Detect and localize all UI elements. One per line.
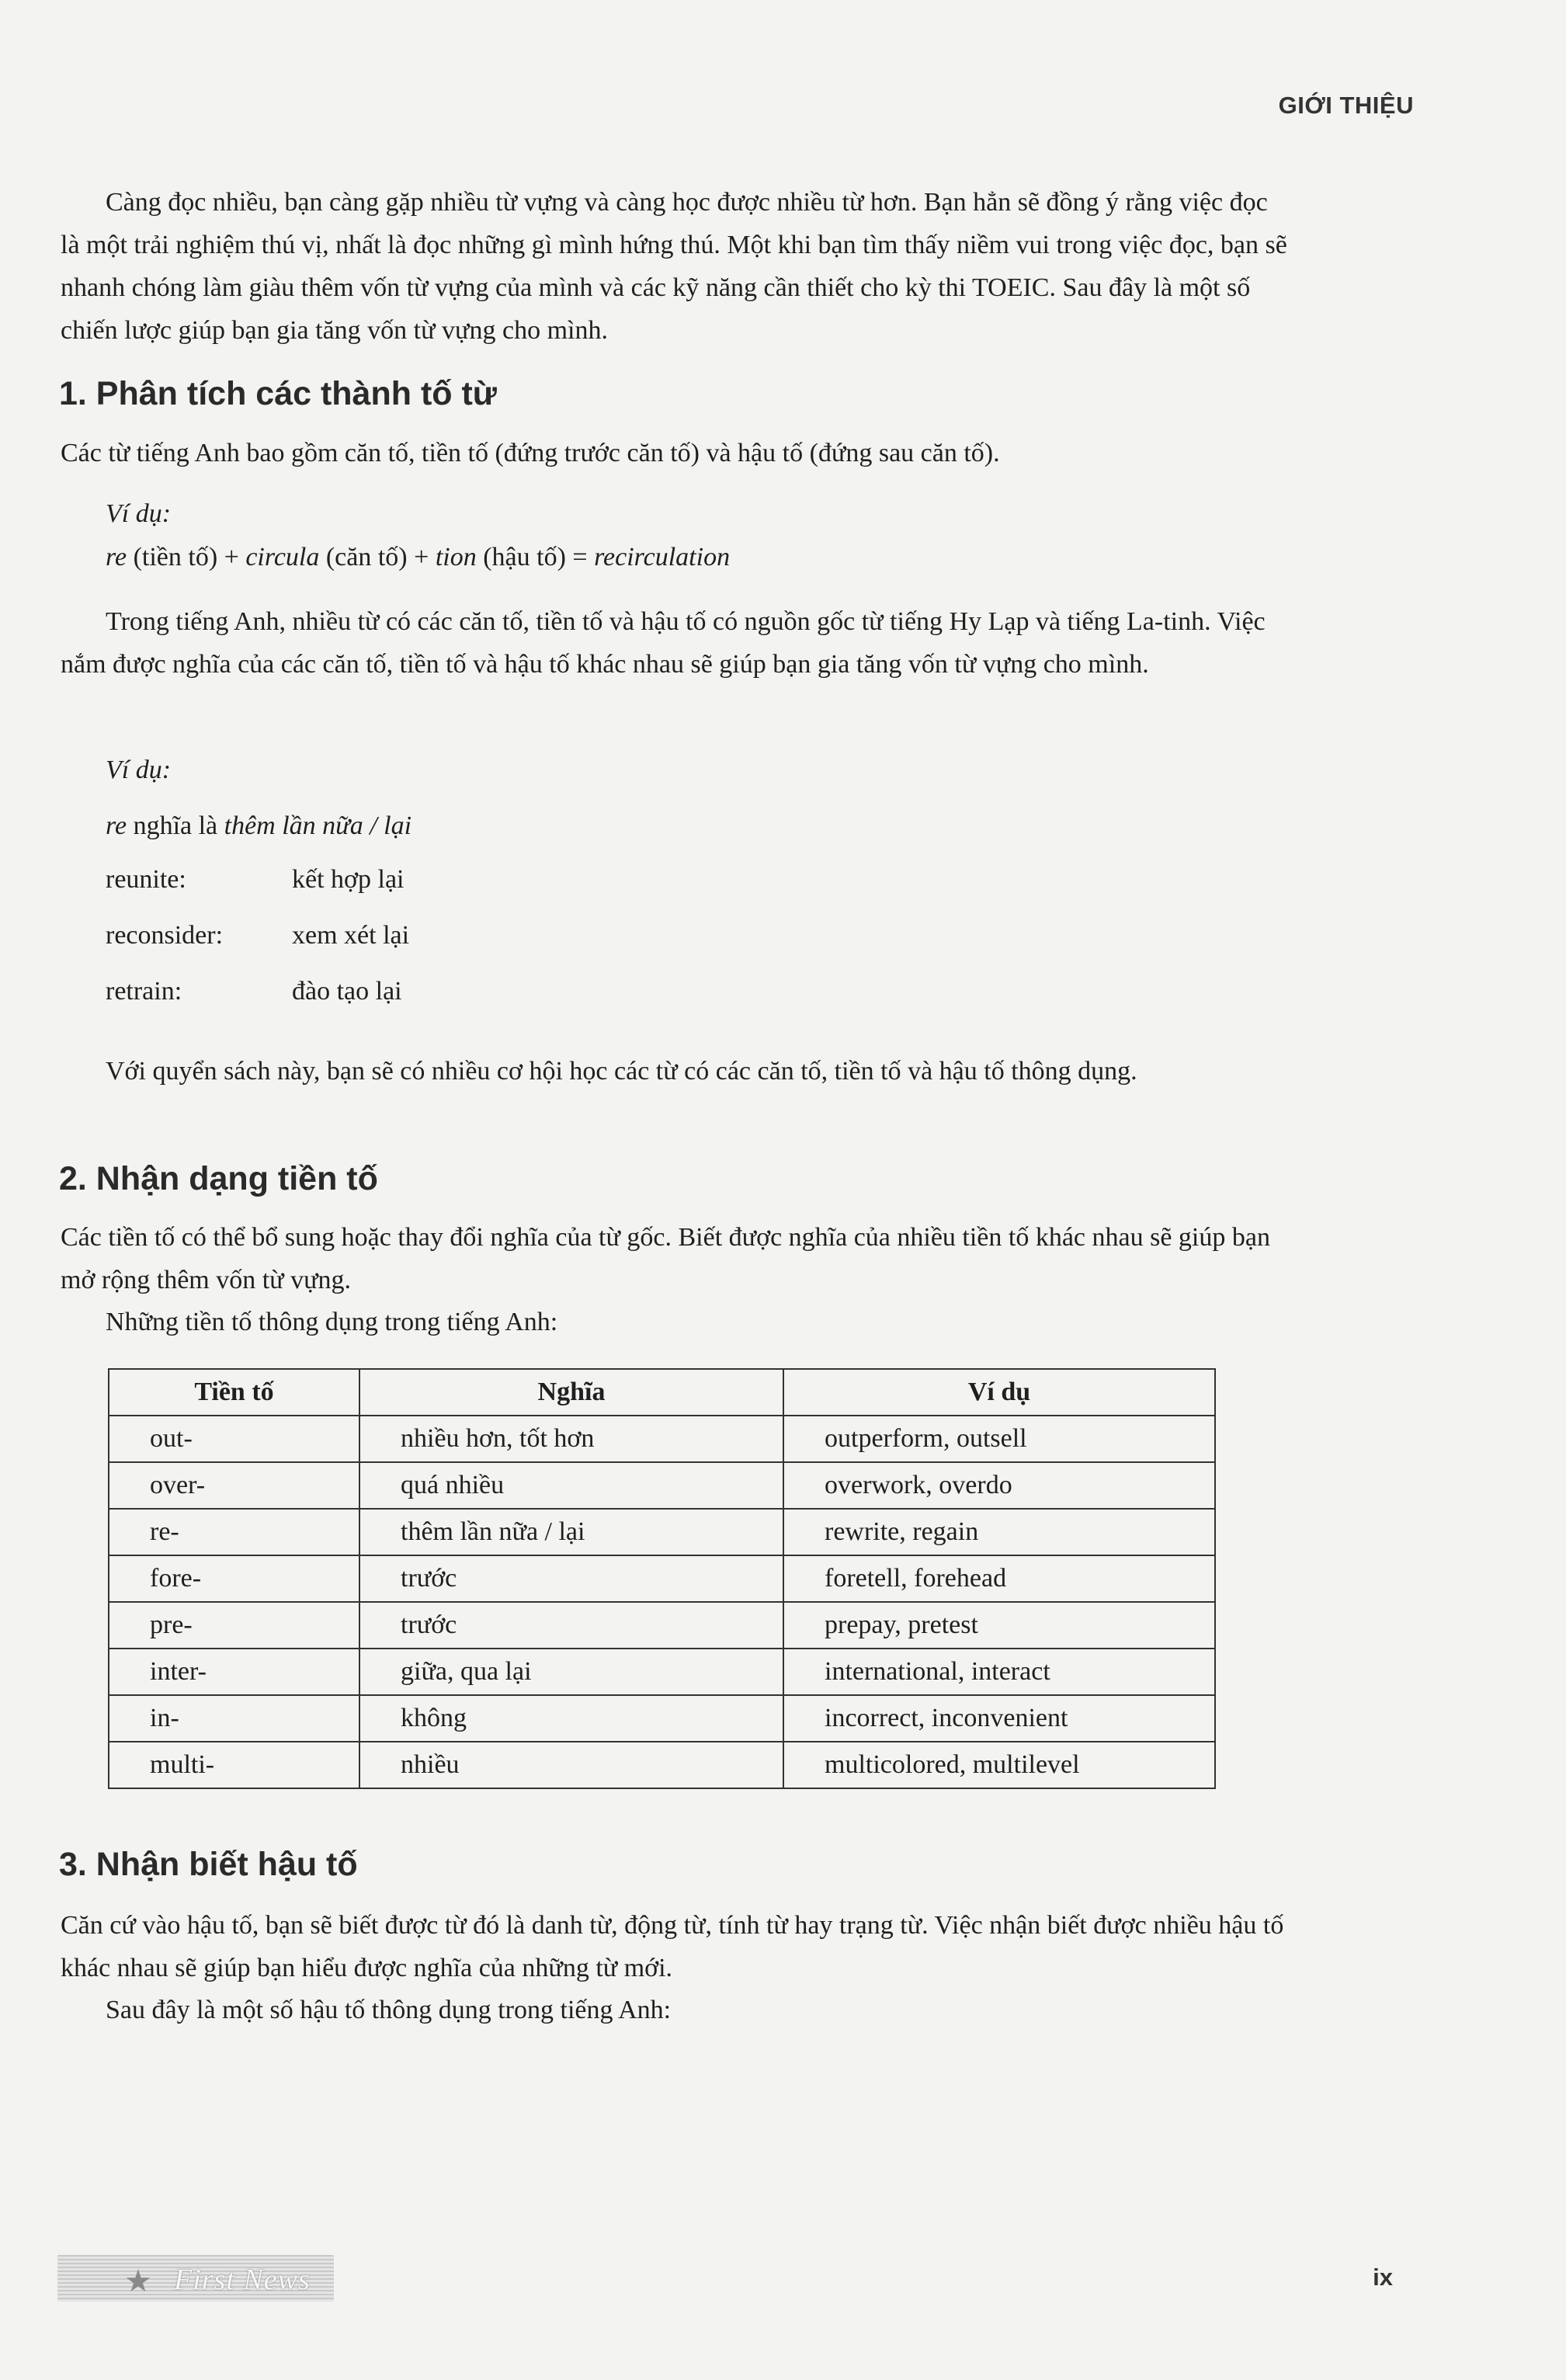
section-1-paragraph-3: Với quyển sách này, bạn sẽ có nhiều cơ hội học các từ có các căn tố, tiền tố và hậu tố thông dụng.: [106, 1057, 1137, 1086]
example-part: tion: [435, 543, 477, 572]
example-mid: nghĩa là: [127, 811, 224, 840]
table-cell: multicolored, multilevel: [783, 1742, 1215, 1788]
table-cell: outperform, outsell: [783, 1416, 1215, 1462]
example-meaning: đào tạo lại: [292, 977, 402, 1006]
table-cell: giữa, qua lại: [359, 1649, 783, 1695]
section-2-paragraph-1: Các tiền tố có thể bổ sung hoặc thay đổi nghĩa của từ gốc. Biết được nghĩa của nhiều tiền tố khác nhau sẽ giúp bạn mở rộng thêm vốn từ vựng.: [61, 1223, 1270, 1294]
example-intro: [106, 804, 411, 847]
table-row: [109, 1509, 1215, 1555]
example-part: (căn tố) +: [319, 543, 436, 572]
example-meaning: thêm lần nữa / lại: [224, 811, 412, 840]
table-cell: pre-: [109, 1602, 359, 1649]
publisher-logo: [57, 2255, 334, 2302]
table-cell: overwork, overdo: [783, 1462, 1215, 1509]
table-cell: prepay, pretest: [783, 1602, 1215, 1649]
table-cell: over-: [109, 1462, 359, 1509]
star-icon: ★: [124, 2264, 152, 2298]
section-2-heading: 2. Nhận dạng tiền tố: [59, 1160, 378, 1197]
prefix-table: [108, 1368, 1216, 1789]
table-row: [109, 1416, 1215, 1462]
page-number: ix: [1373, 2264, 1393, 2291]
table-row: [109, 1462, 1215, 1509]
table-cell: trước: [359, 1602, 783, 1649]
table-cell: international, interact: [783, 1649, 1215, 1695]
table-cell: foretell, forehead: [783, 1555, 1215, 1602]
table-cell: out-: [109, 1416, 359, 1462]
example-word: retrain:: [106, 977, 182, 1006]
page-header-title: GIỚI THIỆU: [1278, 92, 1414, 119]
section-1-paragraph-2: Trong tiếng Anh, nhiều từ có các căn tố, tiền tố và hậu tố có nguồn gốc từ tiếng Hy Lạp và tiếng La-tinh. Việc nắm được nghĩa của các căn tố, tiền tố và hậu tố khác nhau sẽ giúp bạn gia tăng vốn từ vựng cho mình.: [61, 607, 1266, 679]
table-row: [109, 1695, 1215, 1742]
intro-paragraph: Càng đọc nhiều, bạn càng gặp nhiều từ vựng và càng học được nhiều từ hơn. Bạn hẳn sẽ đồng ý rằng việc đọc là một trải nghiệm thú vị, nhất là đọc những gì mình hứng thú. Một khi bạn tìm thấy niềm vui trong việc đọc, bạn sẽ nhanh chóng làm giàu thêm vốn từ vựng của mình và các kỹ năng cần thiết cho kỳ thi TOEIC. Sau đây là một số chiến lược giúp bạn gia tăng vốn từ vựng cho mình.: [61, 188, 1287, 345]
example-label-1: Ví dụ:: [106, 499, 172, 528]
example-part: circula: [245, 543, 320, 572]
table-cell: multi-: [109, 1742, 359, 1788]
table-row: [109, 1555, 1215, 1602]
example-part: recirculation: [594, 543, 731, 572]
table-header-row: [109, 1369, 1215, 1416]
example-meaning: xem xét lại: [292, 921, 410, 950]
table-row: [109, 1649, 1215, 1695]
table-cell: fore-: [109, 1555, 359, 1602]
table-cell: inter-: [109, 1649, 359, 1695]
section-3-paragraph-1: Căn cứ vào hậu tố, bạn sẽ biết được từ đó là danh từ, động từ, tính từ hay trạng từ. Việc nhận biết được nhiều hậu tố khác nhau sẽ giúp bạn hiểu được nghĩa của những từ mới.: [61, 1911, 1284, 1982]
example-word: reconsider:: [106, 921, 224, 950]
table-cell: nhiều hơn, tốt hơn: [359, 1416, 783, 1462]
example-label-2: Ví dụ:: [106, 756, 172, 784]
table-cell: in-: [109, 1695, 359, 1742]
example-part: (tiền tố) +: [127, 543, 246, 572]
example-formula: [106, 536, 730, 578]
table-cell: thêm lần nữa / lại: [359, 1509, 783, 1555]
example-part: re: [106, 543, 127, 572]
table-cell: re-: [109, 1509, 359, 1555]
table-cell: nhiều: [359, 1742, 783, 1788]
column-header: Nghĩa: [359, 1369, 783, 1416]
table-row: [109, 1742, 1215, 1788]
column-header: Ví dụ: [783, 1369, 1215, 1416]
table-cell: không: [359, 1695, 783, 1742]
section-3-paragraph-2: Sau đây là một số hậu tố thông dụng trong tiếng Anh:: [106, 1996, 672, 2024]
publisher-logo-text: First News: [174, 2264, 311, 2296]
section-1-paragraph-1: Các từ tiếng Anh bao gồm căn tố, tiền tố (đứng trước căn tố) và hậu tố (đứng sau căn tố).: [61, 439, 1000, 467]
section-1-heading: 1. Phân tích các thành tố từ: [59, 375, 497, 412]
example-word: reunite:: [106, 865, 186, 894]
example-meaning: kết hợp lại: [292, 865, 405, 894]
section-3-heading: 3. Nhận biết hậu tố: [59, 1846, 358, 1883]
table-cell: rewrite, regain: [783, 1509, 1215, 1555]
table-cell: trước: [359, 1555, 783, 1602]
table-cell: quá nhiều: [359, 1462, 783, 1509]
example-word: re: [106, 811, 127, 840]
column-header: Tiền tố: [109, 1369, 359, 1416]
section-2-paragraph-2: Những tiền tố thông dụng trong tiếng Anh:: [106, 1308, 558, 1336]
table-cell: incorrect, inconvenient: [783, 1695, 1215, 1742]
example-part: (hậu tố) =: [476, 543, 595, 572]
table-row: [109, 1602, 1215, 1649]
